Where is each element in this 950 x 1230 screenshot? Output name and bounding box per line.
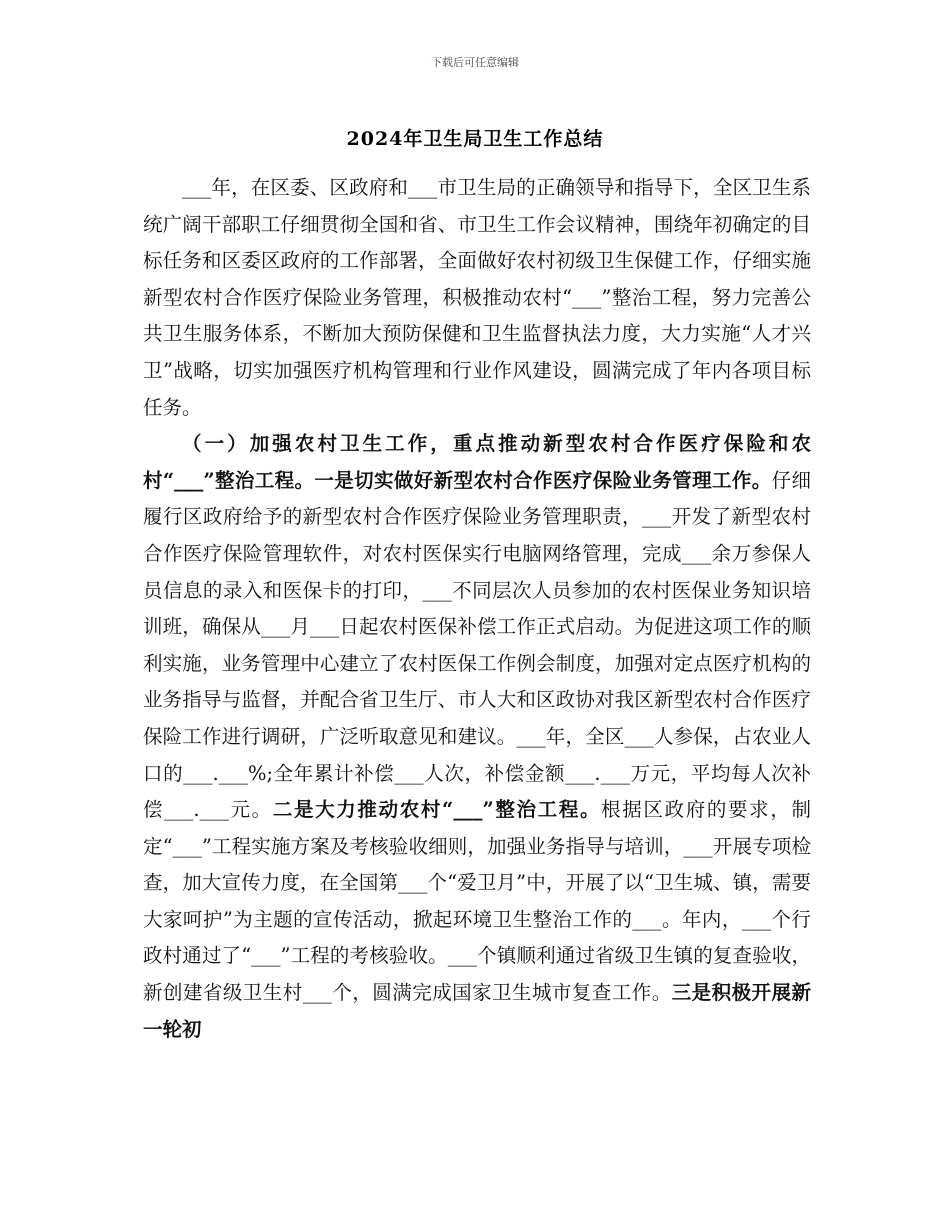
paragraph-text: 仔细履行区政府给予的新型农村合作医疗保险业务管理职责，___开发了新型农村合作医疗保险管理软件，对农村医保实行电脑网络管理，完成___余万参保人员信息的录入和医保卡的打印，___不同层次人员参加的农村医保业务知识培训班，确保从___月___日起农村医保补偿工作正式启动。为促进这项工作的顺利实施，业务管理中心建立了农村医保工作例会制度，加强对定点医疗机构的业务指导与监督，并配合省卫生厅、市人大和区政协对我区新型农村合作医疗保险工作进行调研，广泛听取意见和建议。___年，全区___人参保，占农业人口的___.___%;全年累计补偿___人次，补偿金额___.___万元，平均每人次补偿___.___元。 <box>143 468 811 822</box>
paragraph-section-1 <box>143 426 811 1048</box>
page-header-note: 下载后可任意编辑 <box>431 56 519 69</box>
subsection-heading: 二是大力推动农村“___”整治工程。 <box>272 798 602 822</box>
paragraph-text: 根据区政府的要求，制定“___”工程实施方案及考核验收细则，加强业务指导与培训，___开展专项检查，加大宣传力度，在全国第___个“爱卫月”中，开展了以“卫生城、镇，需要大家呵护”为主题的宣传活动，掀起环境卫生整治工作的___。年内，___个行政村通过了“___”工程的考核验收。___个镇顺利通过省级卫生镇的复查验收，新创建省级卫生村___个，圆满完成国家卫生城市复查工作。 <box>143 798 811 1005</box>
section-heading: （一）加强农村卫生工作，重点推动新型农村合作医疗保险和农村“___”整治工程。一是切实做好新型农村合作医疗保险业务管理工作。 <box>143 432 811 492</box>
document-body <box>143 170 811 1048</box>
subsection-heading: 三是积极开展新一轮初 <box>143 981 811 1041</box>
paragraph-text: ___年，在区委、区政府和___市卫生局的正确领导和指导下，全区卫生系统广阔干部职工仔细贯彻全国和省、市卫生工作会议精神，围绕年初确定的目标任务和区委区政府的工作部署，全面做好农村初级卫生保健工作，仔细实施新型农村合作医疗保险业务管理，积极推动农村“___”整治工程，努力完善公共卫生服务体系，不断加大预防保健和卫生监督执法力度，大力实施“人才兴卫”战略，切实加强医疗机构管理和行业作风建设，圆满完成了年内各项目标任务。 <box>143 176 811 419</box>
document-title: 2024年卫生局卫生工作总结 <box>346 128 604 150</box>
paragraph-intro <box>143 170 811 426</box>
